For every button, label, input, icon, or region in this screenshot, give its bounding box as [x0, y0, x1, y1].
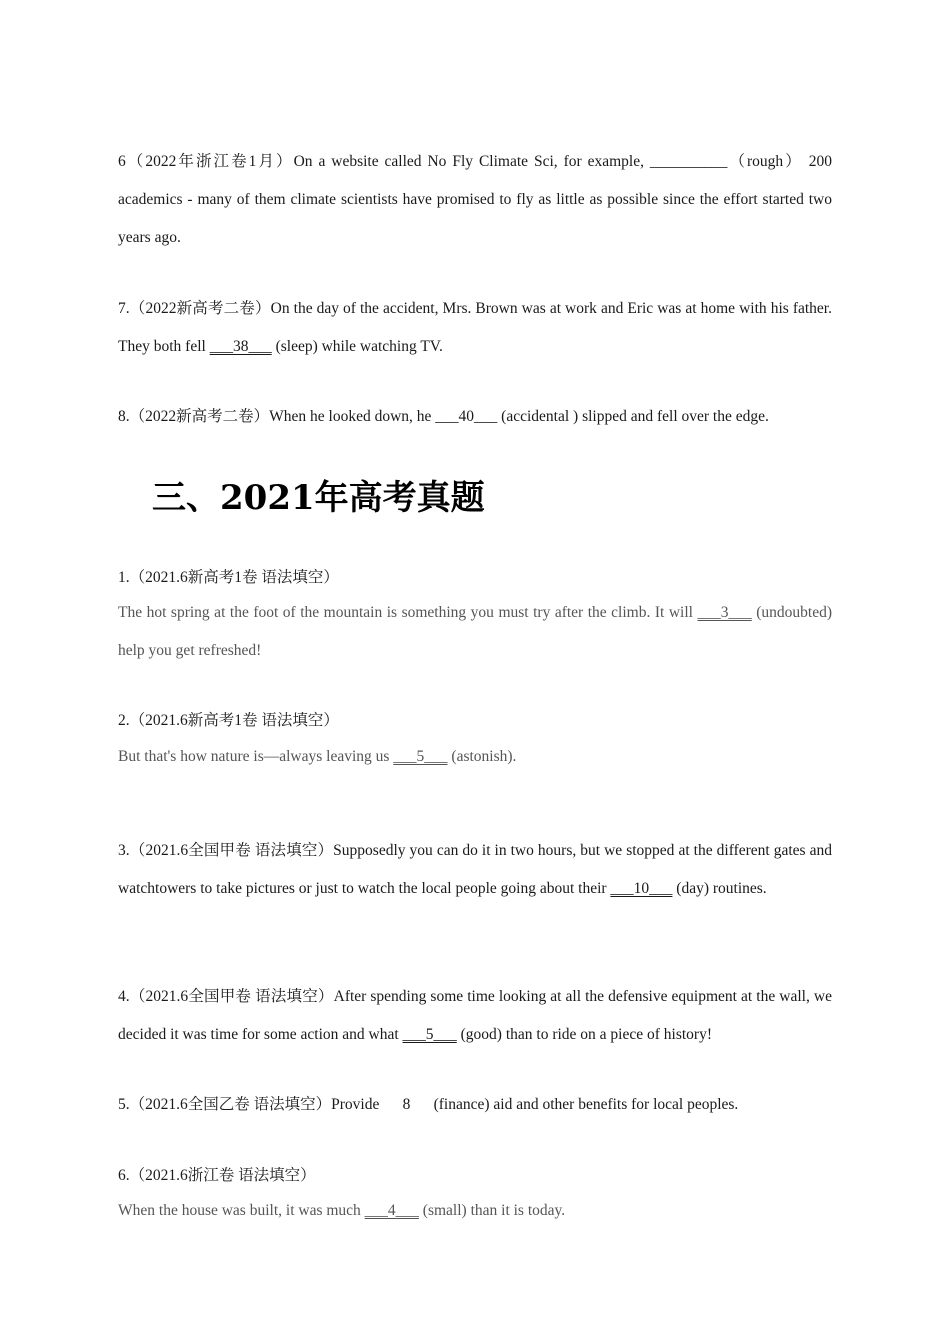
- answer-blank: ___4___: [364, 1202, 419, 1219]
- question-text-continued: (undoubted) help you get refreshed!: [118, 604, 832, 659]
- question-2021-1: [118, 594, 832, 670]
- question-label: 8.（2022新高考二卷）: [118, 408, 270, 425]
- answer-blank: ___10___: [610, 880, 673, 897]
- answer-blank: ___3___: [697, 604, 752, 621]
- question-2021-6: [118, 1192, 832, 1230]
- question-label: 6（2022年浙江卷1月）: [118, 153, 294, 170]
- question-text-continued: (day) routines.: [672, 880, 767, 897]
- question-text-continued: (finance) aid and other benefits for local peoples.: [429, 1096, 739, 1113]
- question-text: On the day of the accident, Mrs. Brown was at work and Eric was at home with his father. They both fell: [118, 300, 832, 355]
- question-2022-8: [118, 398, 832, 436]
- question-2022-6: [118, 143, 832, 257]
- question-text-continued: (good) than to ride on a piece of history!: [456, 1026, 713, 1043]
- question-2021-4: [118, 978, 832, 1054]
- answer-blank: ___5___: [402, 1026, 457, 1043]
- question-label: 2.（2021.6新高考1卷 语法填空）: [118, 712, 339, 729]
- question-2021-1-label: [118, 559, 832, 597]
- question-text-continued: (small) than it is today.: [418, 1202, 566, 1219]
- question-text-continued: (astonish).: [447, 748, 517, 765]
- question-2021-2: [118, 738, 832, 776]
- word-hint: （rough）: [727, 153, 803, 170]
- question-2021-6-label: [118, 1157, 832, 1195]
- question-text: On a website called No Fly Climate Sci, for example,: [293, 153, 650, 170]
- answer-blank: ___5___: [393, 748, 448, 765]
- answer-blank: ___40___: [435, 408, 498, 425]
- question-text: After spending some time looking at all the defensive equipment at the wall, we decided it was time for some action and what: [118, 988, 832, 1043]
- question-text-continued: (sleep) while watching TV.: [271, 338, 443, 355]
- question-label: 3.（2021.6全国甲卷 语法填空）: [118, 842, 334, 859]
- question-2022-7: [118, 290, 832, 366]
- question-text: But that's how nature is—always leaving us: [118, 748, 394, 765]
- answer-blank: __________: [649, 153, 728, 170]
- question-label: 1.（2021.6新高考1卷 语法填空）: [118, 569, 339, 586]
- question-text: Supposedly you can do it in two hours, but we stopped at the different gates and watchtowers to take pictures or just to watch the local people going about their: [118, 842, 832, 897]
- question-label: 7.（2022新高考二卷）: [118, 300, 271, 317]
- question-2021-2-label: [118, 702, 832, 740]
- question-text: Provide: [331, 1096, 384, 1113]
- question-label: 4.（2021.6全国甲卷 语法填空）: [118, 988, 334, 1005]
- question-label: 5.（2021.6全国乙卷 语法填空）: [118, 1096, 332, 1113]
- answer-blank: ___38___: [209, 338, 272, 355]
- question-text: When he looked down, he: [269, 408, 436, 425]
- question-text: When the house was built, it was much: [118, 1202, 365, 1219]
- question-2021-5: [118, 1086, 832, 1124]
- question-text-continued: 200 academics - many of them climate scientists have promised to fly as little as possible since the effort started two years ago.: [118, 153, 832, 246]
- question-text-continued: (accidental ) slipped and fell over the edge.: [497, 408, 769, 425]
- question-label: 6.（2021.6浙江卷 语法填空）: [118, 1167, 316, 1184]
- question-2021-3: [118, 832, 832, 908]
- question-text: The hot spring at the foot of the mountain is something you must try after the climb. It will: [118, 604, 698, 621]
- section-heading: 三、2021年高考真题: [152, 478, 485, 518]
- answer-blank: 8: [383, 1096, 430, 1113]
